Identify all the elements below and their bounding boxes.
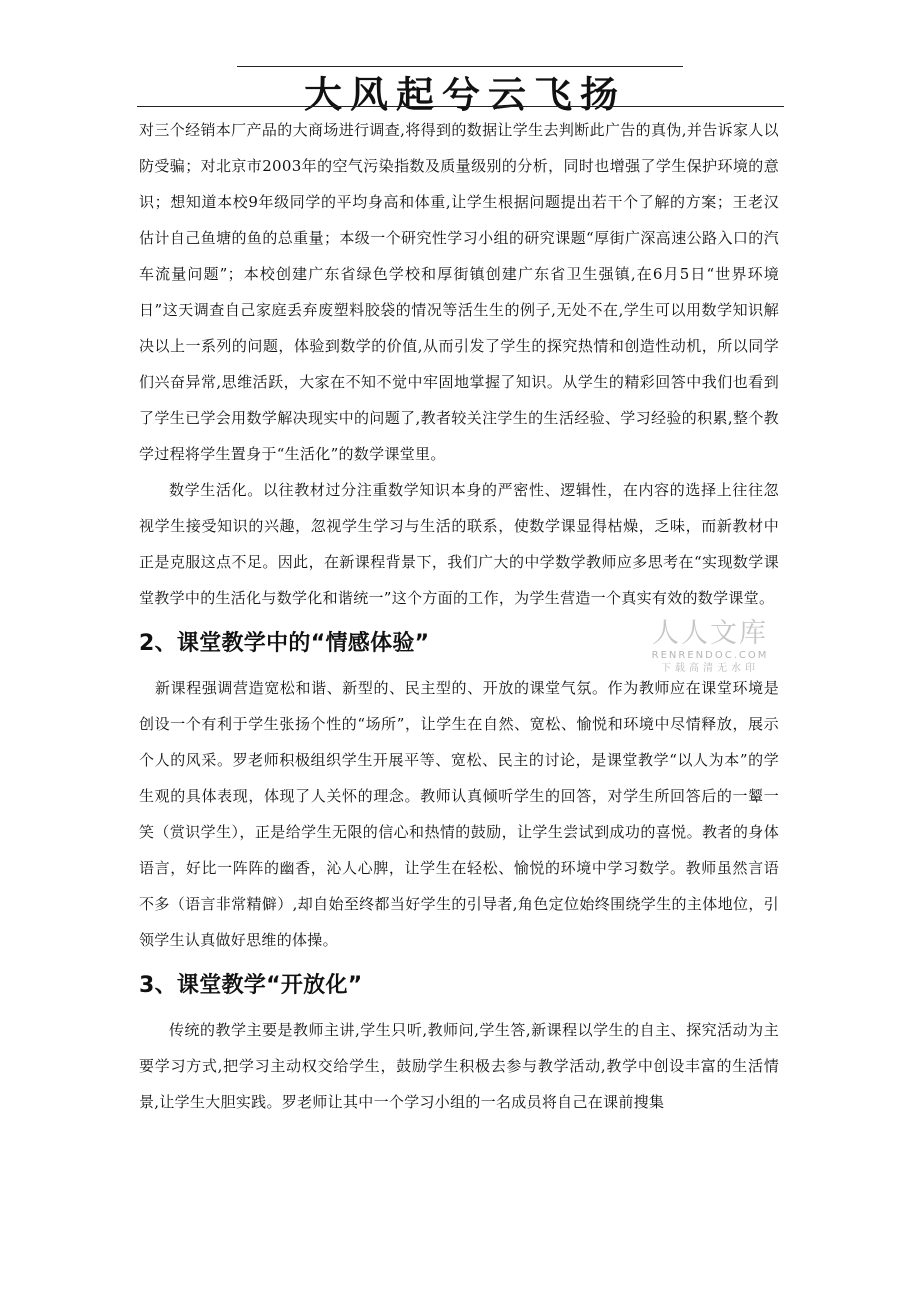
paragraph-4: 传统的教学主要是教师主讲,学生只听,教师问,学生答,新课程以学生的自主、探究活动为主要学习方式,把学习主动权交给学生，鼓励学生积极去参与教学活动,教学中创设丰富的生活情景,让学生大胆实践。罗老师让其中一个学习小组的一名成员将自己在课前搜集 [139,1021,779,1111]
watermark-domain: RENRENDOC.COM [651,650,769,661]
watermark-logo-text: 人人文库 [652,618,768,649]
page-header [0,0,920,116]
section-heading-2: 2、课堂教学中的“情感体验” [139,631,430,656]
document-body [139,112,779,1120]
watermark-tagline: 下载高清无水印 [661,663,759,674]
paragraph-2: 数学生活化。以往教材过分注重数学知识本身的严密性、逻辑性，在内容的选择上往往忽视学生接受知识的兴趣，忽视学生学习与生活的联系，使数学课显得枯燥，乏味，而新教材中正是克服这点不足。因此，在新课程背景下，我们广大的中学数学教师应多思考在“实现数学课堂教学中的生活化与数学化和谐统一”这个方面的工作，为学生营造一个真实有效的数学课堂。 [139,481,779,607]
section-heading-3: 3、课堂教学“开放化” [139,973,363,998]
paragraph-3: 新课程强调营造宽松和谐、新型的、民主型的、开放的课堂气氛。作为教师应在课堂环境是创设一个有利于学生张扬个性的“场所”，让学生在自然、宽松、愉悦和环境中尽情释放，展示个人的风采。罗老师积极组织学生开展平等、宽松、民主的讨论，是课堂教学“以人为本”的学生观的具体表现，体现了人关怀的理念。教师认真倾听学生的回答，对学生所回答后的一颦一笑（赏识学生），正是给学生无限的信心和热情的鼓励，让学生尝试到成功的喜悦。教者的身体语言，好比一阵阵的幽香，沁人心脾，让学生在轻松、愉悦的环境中学习数学。教师虽然言语不多（语言非常精僻）,却自始至终都当好学生的引导者,角色定位始终围绕学生的主体地位，引领学生认真做好思维的体操。 [139,679,779,949]
paragraph-1: 对三个经销本厂产品的大商场进行调查,将得到的数据让学生去判断此广告的真伪,并告诉家人以防受骗；对北京市2003年的空气污染指数及质量级别的分析，同时也增强了学生保护环境的意识；想知道本校9年级同学的平均身高和体重,让学生根据问题提出若干个了解的方案；王老汉估计自己鱼塘的鱼的总重量；本级一个研究性学习小组的研究课题“厚街广深高速公路入口的汽车流量问题”；本校创建广东省绿色学校和厚街镇创建广东省卫生强镇,在6月5日“世界环境日”这天调查自己家庭丢弃废塑料胶袋的情况等活生生的例子,无处不在,学生可以用数学知识解决以上一系列的问题，体验到数学的价值,从而引发了学生的探究热情和创造性动机，所以同学们兴奋异常,思维活跃，大家在不知不觉中牢固地掌握了知识。从学生的精彩回答中我们也看到了学生已学会用数学解决现实中的问题了,教者较关注学生的生活经验、学习经验的积累,整个教学过程将学生置身于“生活化”的数学课堂里。 [139,121,779,463]
header-rule-bottom [137,106,784,107]
header-title: 大风起兮云飞扬 [303,72,626,116]
